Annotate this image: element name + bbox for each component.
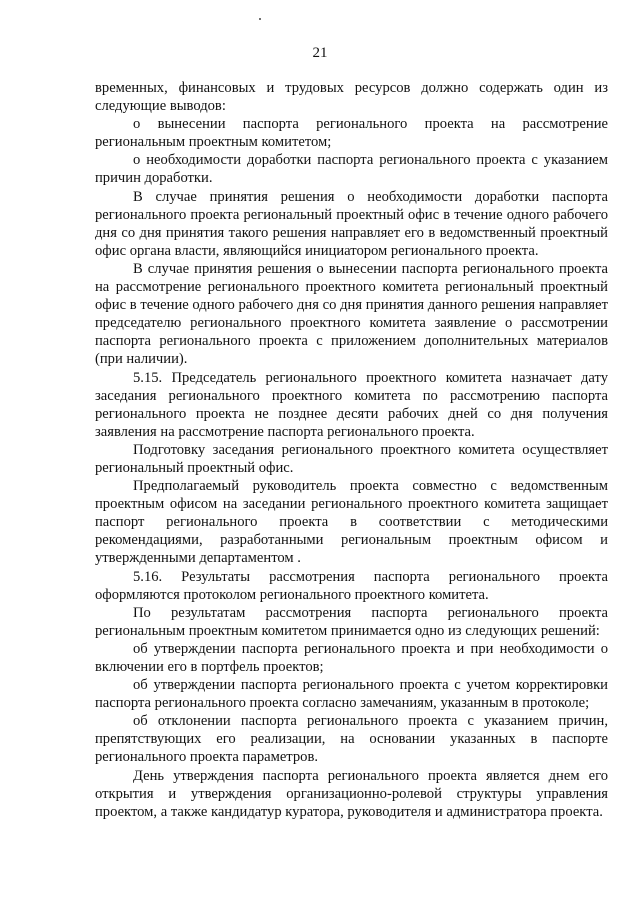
paragraph-8: Предполагаемый руководитель проекта совместно с ведомственным проектным офисом на заседании регионального проектного комитета защищает паспорт регионального проекта в соответствии с методическими рекомендациями, разработанными региональным проектным офисом и утвержденными департаментом . <box>95 478 608 567</box>
paragraph-10: По результатам рассмотрения паспорта регионального проекта региональным проектным комитетом принимается одно из следующих решений: <box>95 604 608 639</box>
paragraph-4: В случае принятия решения о необходимости доработки паспорта регионального проекта региональный проектный офис в течение одного рабочего дня со дня принятия такого решения направляет его в ведомственный проектный офис органа власти, являющийся инициатором регионального проекта. <box>95 188 608 259</box>
paragraph-3: о необходимости доработки паспорта регионального проекта с указанием причин доработки. <box>95 152 608 187</box>
paragraph-14: День утверждения паспорта регионального проекта является днем его открытия и утверждения организационно-ролевой структуры управления проектом, а также кандидатур куратора, руководителя и администратора проекта. <box>95 767 608 820</box>
paragraph-13: об отклонении паспорта регионального проекта с указанием причин, препятствующих его реализации, на основании указанных в паспорте регионального проекта параметров. <box>95 713 608 766</box>
scan-speck <box>259 18 261 20</box>
paragraph-5: В случае принятия решения о вынесении паспорта регионального проекта на рассмотрение регионального проектного комитета региональный проектный офис в течение одного рабочего дня со дня принятия данного решения направляет председателю регионального проектного комитета заявление о рассмотрении паспорта регионального проекта с приложением дополнительных материалов (при наличии). <box>95 260 608 368</box>
document-body <box>95 79 608 821</box>
paragraph-2: о вынесении паспорта регионального проекта на рассмотрение региональным проектным комитетом; <box>95 116 608 151</box>
paragraph-12: об утверждении паспорта регионального проекта с учетом корректировки паспорта регионального проекта согласно замечаниям, указанным в протоколе; <box>95 677 608 712</box>
paragraph-11: об утверждении паспорта регионального проекта и при необходимости о включении его в портфель проектов; <box>95 640 608 675</box>
paragraph-6: 5.15. Председатель регионального проектного комитета назначает дату заседания регионального проектного комитета по рассмотрению паспорта регионального проекта не позднее десяти рабочих дней со дня получения заявления на рассмотрение паспорта регионального проекта. <box>95 369 608 440</box>
paragraph-1: временных, финансовых и трудовых ресурсов должно содержать один из следующие выводов: <box>95 80 608 115</box>
paragraph-9: 5.16. Результаты рассмотрения паспорта регионального проекта оформляются протоколом регионального проектного комитета. <box>95 568 608 603</box>
page-number: 21 <box>312 45 328 61</box>
paragraph-7: Подготовку заседания регионального проектного комитета осуществляет региональный проектный офис. <box>95 441 608 476</box>
